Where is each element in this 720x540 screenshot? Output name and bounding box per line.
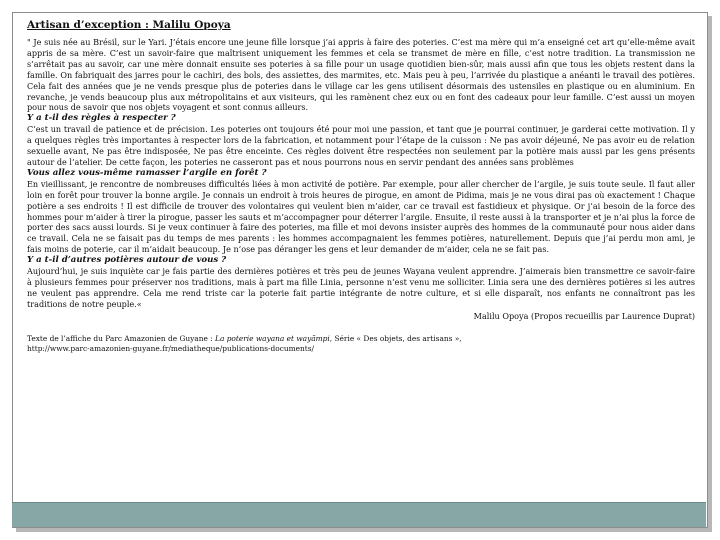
question-rules: Y a t-il des règles à respecter ?	[27, 113, 176, 124]
source-suffix: , Série « Des objets, des artisans »,	[329, 333, 462, 343]
source-citation	[27, 334, 695, 355]
paragraph-future: Aujourd’hui, je suis inquiète car je fais partie des dernières potières et très peu de jeunes Wayana veulent apprendre. J’aimerais bien transmettre ce savoir-faire à plusieurs femmes pour préserver nos traditions, mais à part ma fille Linia, personne n’est venu me solliciter. Linia sera une des dernières potières si les autres ne veulent pas apprendre. Cela me rend triste car la poterie fait partie intégrante de notre culture, et si elle disparaît, nos enfants ne connaîtront pas les traditions de notre peuple.«	[27, 266, 695, 309]
footer-bar	[12, 502, 706, 527]
source-work-title: La poterie wayana et wayãmpi	[215, 333, 330, 343]
document-content	[27, 19, 695, 355]
document-title: Artisan d’exception : Malilu Opoya	[27, 19, 231, 31]
question-other-potters: Y a t-il d’autres potières autour de vous ?	[27, 255, 227, 266]
question-clay: Vous allez vous-même ramasser l’argile en forêt ?	[27, 167, 267, 178]
document-sheet	[12, 12, 708, 528]
source-url[interactable]: http://www.parc-amazonien-guyane.fr/mediatheque/publications-documents/	[27, 344, 315, 354]
paragraph-rules: C’est un travail de patience et de précision. Les poteries ont toujours été pour moi une passion, et tant que je pourrai continuer, je garderai cette motivation. Il y a quelques règles très importantes à respecter lors de la fabrication, et notamment pour l’étape de la cuisson : Ne pas avoir déjeuné, Ne pas avoir eu de relation sexuelle avant, Ne pas être indisposée, Ne pas être enceinte. Ces règles doivent être respectées non seulement par la potière mais aussi par les gens présents autour de l’atelier. De cette façon, les poteries ne casseront pas et nous pourrons nous en servir pendant des années sans problèmes	[27, 124, 695, 167]
paragraph-clay: En vieillissant, je rencontre de nombreuses difficultés liées à mon activité de potière. Par exemple, pour aller chercher de l’argile, je suis toute seule. Il faut aller loin en forêt pour trouver la bonne argile. Je connais un endroit à trois heures de pirogue, en amont de Pidima, mais je ne vous dirai pas où exactement ! Chaque potière a ses endroits ! Il est difficile de trouver des volontaires qui veulent bien m’aider, car ce travail est fastidieux et physique. Or j’ai besoin de la force des hommes pour m’aider à tirer la pirogue, passer les sauts et m’accompagner pour déterrer l’argile. Ensuite, il reste aussi à la transporter et je n’ai plus la force de porter des sacs aussi lourds. Si je veux continuer à faire des poteries, ma fille et moi devons insister auprès des hommes de la communauté pour nous aider dans ce travail. Cela ne se faisait pas du temps de mes parents : les hommes accompagnaient les femmes potières, naturellement. Depuis que j’ai perdu mon ami, je fais moins de poterie, car il m’aidait beaucoup. Je n’ose pas déranger les gens et leur demander de m’aider, cela ne se fait pas.	[27, 178, 695, 255]
source-prefix: Texte de l’affiche du Parc Amazonien de Guyane :	[27, 333, 216, 343]
signature: Malilu Opoya (Propos recueillis par Laurence Duprat)	[473, 310, 695, 321]
paragraph-intro: " Je suis née au Brésil, sur le Yari. J’étais encore une jeune fille lorsque j’ai appris à faire des poteries. C’est ma mère qui m’a enseigné cet art qu’elle-même avait appris de sa mère. C’est un savoir-faire que maîtrisent uniquement les femmes et cela se transmet de mère en fille, c’est notre tradition. La transmission ne s’arrêtait pas au savoir, car une mère donnait ensuite ses poteries à sa fille pour un usage quotidien bien-sûr, mais aussi afin que tous les objets restent dans la famille. On fabriquait des jarres pour le cachiri, des bols, des assiettes, des marmites, etc. Mais peu à peu, l’arrivée du plastique a anéanti le travail des potières. Cela fait des années que je ne vends presque plus de poteries dans le village car les gens utilisent désormais des ustensiles en plastique ou en aluminium. En revanche, je vends beaucoup plus aux métropolitains et aux visiteurs, qui les ramènent chez eux ou en font des cadeaux pour leur famille. C’est aussi un moyen pour nous de savoir que nos objets voyagent et sont connus ailleurs.	[27, 37, 695, 113]
